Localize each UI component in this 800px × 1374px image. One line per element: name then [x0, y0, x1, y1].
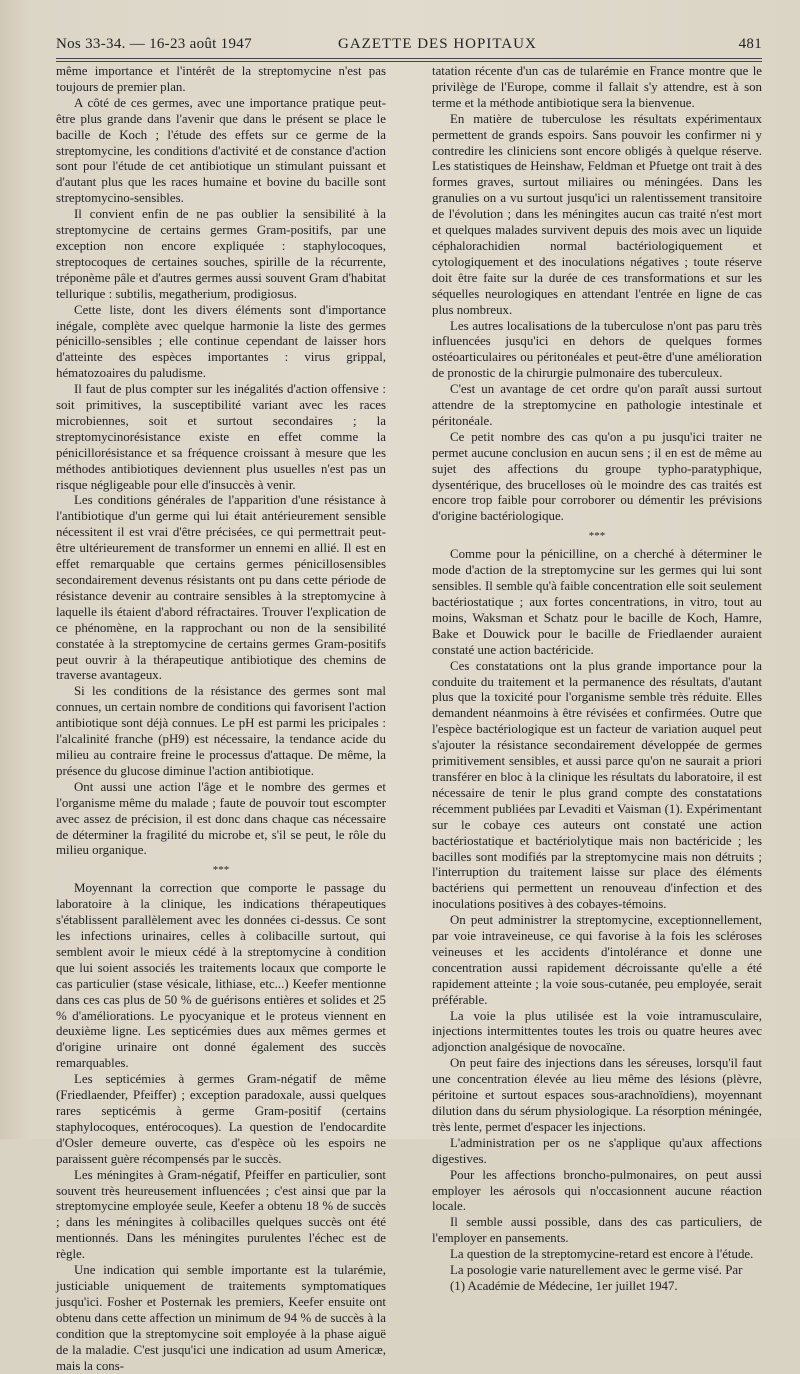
page-number: 481 — [738, 36, 762, 52]
paragraph: Une indication qui semble importante est la tularémie, justiciable uniquement de traitements symptomatiques jusqu'ici. Fosher et Posternak les premiers, Keefer ensuite ont obtenu dans cette affection un minimum de 94 % de succès à la condition que la streptomycine soit employée à la phase aiguë de la maladie. C'est jusqu'ici une indication ad usum Americæ, mais la cons- — [56, 1263, 386, 1373]
right-column — [432, 64, 762, 1295]
paragraph: Les septicémies à germes Gram-négatif de même (Friedlaender, Pfeiffer) ; exception paradoxale, aussi quelques rares septicémis à germe Gram-positif (certains staphylocoques, entérocoques). La question de l'endocardite d'Osler demeure ouverte, cas d'espèce où les espoirs ne paraissent guère récompensés par le succès. — [56, 1072, 386, 1166]
header-rule-2 — [56, 61, 762, 62]
paragraph: On peut faire des injections dans les séreuses, lorsqu'il faut une concentration élevée au lieu même des lésions (plèvre, péritoine et surtout espaces sous-arachnoïdiens), moyennant dilution dans du sérum physiologique. La résorption méningée, très lente, permet d'espacer les injections. — [432, 1056, 762, 1134]
paragraph: La posologie varie naturellement avec le germe visé. Par — [450, 1263, 743, 1278]
paragraph: Il convient enfin de ne pas oublier la sensibilité à la streptomycine de certains germes Gram-positifs, par une exception non encore expliquée : staphylocoques, streptocoques de certaines souches, spirille de la récurrente, tréponème pâle et d'autres germes aussi souvent Gram d'habitat tellurique : subtilis, megatherium, prodigiosus. — [56, 207, 386, 301]
paragraph: Ce petit nombre des cas qu'on a pu jusqu'ici traiter ne permet aucune conclusion en aucun sens ; il en est de même au sujet des affections du groupe typho-paratyphique, dysentérique, des brucelloses où le moindre des cas traités est encore trop faible pour corroborer ou démentir les prévisions d'origine bactériologique. — [432, 429, 762, 524]
paragraph: L'administration per os ne s'applique qu'aux affections digestives. — [432, 1135, 762, 1166]
section-separator: *** — [212, 864, 230, 877]
paragraph: C'est un avantage de cet ordre qu'on paraît aussi surtout attendre de la streptomycine en pathologie intestinale et péritonéale. — [432, 382, 762, 428]
paragraph: Cette liste, dont les divers éléments sont d'importance inégale, complète avec quelque harmonie la liste des germes pénicillo-sensibles ; elle continue cependant de laisser hors d'atteinte des espèces importantes : virus grippal, hématozoaires du paludisme. — [56, 302, 386, 381]
left-column — [56, 64, 386, 1374]
header-rule — [56, 58, 762, 59]
paragraph: Comme pour la pénicilline, on a cherché à déterminer le mode d'action de la streptomycine sur les germes qui lui sont sensibles. Il semble qu'à faible concentration elle soit seulement bactériostatique ; aux fortes concentrations, in vitro, tout au moins, Waksman et Schatz pour le bacille de Koch, Hamre, Bake et Douwick pour le bacille de Friedlaender auraient constaté une action bactéricide. — [432, 547, 762, 657]
section-separator: *** — [588, 530, 606, 543]
paragraph: La question de la streptomycine-retard est encore à l'étude. — [450, 1247, 754, 1262]
paragraph: Si les conditions de la résistance des germes sont mal connues, un certain nombre de conditions qui favorisent l'action antibiotique sont déjà connues. Le pH est parmi les pricipales : l'alcalinité franche (pH9) est nécessaire, la tendance acide du milieu au contraire freine le processus d'attaque. De même, la présence du glucose diminue l'action antibiotique. — [56, 684, 386, 778]
paragraph: Les conditions générales de l'apparition d'une résistance à l'antibiotique d'un germe qui lui était antérieurement sensible nécessitent il est vrai d'être précisées, ce qui permettrait peut-être ultérieurement de transformer un ennemi en allié. Il est en effet remarquable que certains germes pénicillosensibles secondairement devenus résistants ont pu dans cette période de résistance devenir au contraire sensibles à la streptomycine à laquelle ils étaient d'abord réfractaires. Trouver l'explication de ce phénomène, en la rapprochant ou non de la sensibilité constatée à la streptomycine de certains germes Gram-positifs peut ouvrir à la thérapeutique antibiotique des chemins de traverse avantageux. — [56, 493, 386, 683]
journal-title: GAZETTE DES HOPITAUX — [338, 36, 537, 52]
footnote: (1) Académie de Médecine, 1er juillet 1947. — [450, 1278, 678, 1293]
running-header — [56, 30, 762, 60]
paragraph: Ces constatations ont la plus grande importance pour la conduite du traitement et la permanence des résultats, d'autant plus que la toxicité pour l'organisme semble très réduite. Elles demandent néanmoins à être révisées et confirmées. Outre que l'espèce bactériologique est un facteur de variation auquel peut s'ajouter la résistance secondairement développée de germes primitivement sensibles, et aussi parce qu'on ne saurait a priori transférer en bloc à la clinique les résultats du laboratoire, il est nécessaire de tenir le plus grand compte des constatations récemment publiées par Levaditi et Vaisman (1). Expérimentant sur le cobaye ces auteurs ont constaté une action bactériostatique et bactériolytique mais non bactéricide ; les bacilles sont modifiés par la streptomycine mais non détruits ; l'interruption du traitement laisse sur place des éléments bactériens qui permettent un renouveau d'infection et des inoculations positives à des cobayes-témoins. — [432, 658, 762, 912]
paragraph: Il faut de plus compter sur les inégalités d'action offensive : soit primitives, la susceptibilité variant avec les races microbiennes, soit et surtout secondaires ; la streptomycinorésistance existe en effet comme la pénicillorésistance et sa fréquence croissant à mesure que les méthodes antibiotiques deviennent plus usuelles n'est pas un risque négligeable pour elle d'insuccès à venir. — [56, 382, 386, 492]
paragraph: Ont aussi une action l'âge et le nombre des germes et l'organisme même du malade ; faute de pouvoir tout escompter avec assez de précision, il est donc dans chaque cas nécessaire de déterminer la fragilité du microbe et, s'il se peut, le rôle du milieu organique. — [56, 779, 386, 858]
issue-number: Nos 33-34. — 16-23 août 1947 — [56, 36, 252, 52]
paragraph: En matière de tuberculose les résultats expérimentaux permettent de grands espoirs. Sans pouvoir les confirmer ni y contredire les cliniciens sont encore obligés à quelque réserve. Les statistiques de Heinshaw, Feldman et Pfuetge ont trait à des formes graves, surtout miliaires ou méningées. Dans les granulies on a vu surtout jusqu'ici un ralentissement transitoire de l'évolution ; dans les méningites aucun cas traité n'est mort et quelques malades survivent depuis des mois avec un liquide céphalorachidien normal bactériologiquement et cytologiquement et des inoculations négatives ; toute réserve doit être faite sur la durée de ces transformations et sur les séquelles neurologiques en attendant l'entrée en ligne de cas plus nombreux. — [432, 111, 762, 317]
paragraph: tatation récente d'un cas de tularémie en France montre que le privilège de l'Europe, comme il fallait s'y attendre, est à son terme et la méthode antibiotique sera la bienvenue. — [432, 64, 762, 110]
paragraph: On peut administrer la streptomycine, exceptionnellement, par voie intraveineuse, ce qui favorise à la fois les scléroses veineuses et les accidents d'intolérance et donne une concentration aussi rapidement décroissante qu'elle a été rapidement atteinte ; la voie sous-cutanée, peu employée, serait préférable. — [432, 913, 762, 1007]
paragraph: A côté de ces germes, avec une importance pratique peut-être plus grande dans l'avenir que dans le présent se place le bacille de Koch ; l'étude des effets sur ce germe de la streptomycine, les conditions d'activité et de constance d'action sont pour l'étude de cet antibiotique un stimulant puissant et d'autant plus que les races humaine et bovine du bacille sont streptomycino-sensibles. — [56, 95, 386, 206]
paragraph: Pour les affections broncho-pulmonaires, on peut aussi employer les aérosols qui n'occasionnent aucune réaction locale. — [432, 1167, 762, 1214]
paragraph: Les autres localisations de la tuberculose n'ont pas paru très influencées jusqu'ici en dehors de quelques formes ostéoarticulaires ou péritonéales et peut-être d'une amélioration de pronostic de la chirurgie pulmonaire des tuberculeux. — [432, 318, 762, 381]
paragraph: La voie la plus utilisée est la voie intramusculaire, injections intermittentes toutes les trois ou quatre heures avec adjonction analgésique de novocaïne. — [432, 1008, 762, 1055]
paragraph: même importance et l'intérêt de la streptomycine n'est pas toujours de premier plan. — [56, 64, 386, 94]
paragraph: Moyennant la correction que comporte le passage du laboratoire à la clinique, les indications thérapeutiques s'établissent parallèlement avec les données ci-dessus. Ce sont les infections urinaires, celles à colibacille surtout, qui semblent avoir le mieux cédé à la streptomycine à condition que lui soient associés les traitements locaux que comporte le cas particulier (stase vésicale, lithiase, etc...) Keefer mentionne dans ces cas plus de 50 % de guérisons entières et solides et 25 % d'améliorations. Le pyocyanique et le proteus viennent en deuxième ligne. Les septicémies dues aux mêmes germes et d'origine urinaire ont donné également des succès remarquables. — [56, 881, 386, 1071]
paragraph: Les méningites à Gram-négatif, Pfeiffer en particulier, sont souvent très heureusement influencées ; c'est ainsi que par la streptomycine employée seule, Keefer a obtenu 18 % de succès ; dans les méningites à colibacilles quelques succès ont été mentionnés. Dans les méningites purulentes l'échec est de règle. — [56, 1167, 386, 1262]
paragraph: Il semble aussi possible, dans des cas particuliers, de l'employer en pansements. — [432, 1215, 762, 1246]
